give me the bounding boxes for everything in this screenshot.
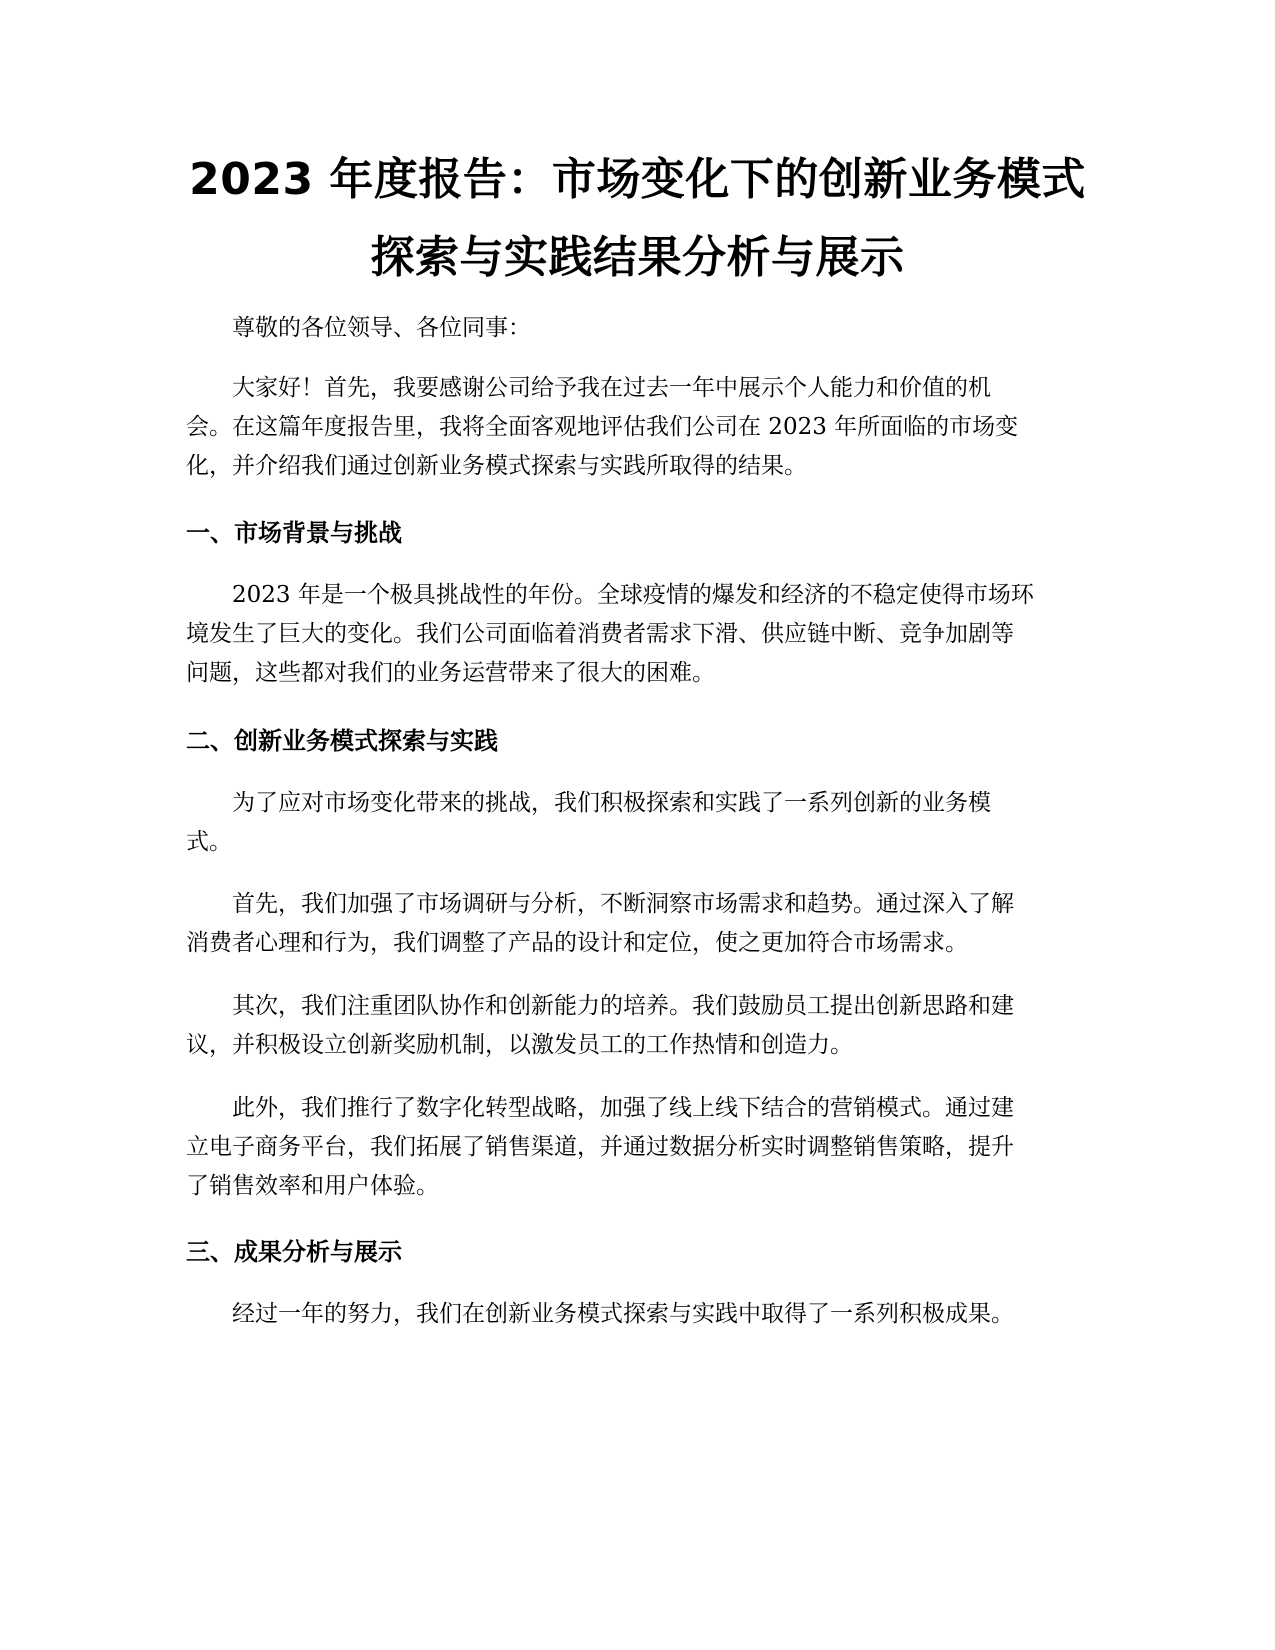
section-2-paragraph-3 [186,987,1086,1065]
document-title-line-2: 探索与实践结果分析与展示 [370,232,905,283]
paragraph-line: 立电子商务平台，我们拓展了销售渠道，并通过数据分析实时调整销售策略，提升 [186,1134,1014,1160]
paragraph-line: 经过一年的努力，我们在创新业务模式探索与实践中取得了一系列积极成果。 [232,1301,1014,1327]
paragraph-line: 为了应对市场变化带来的挑战，我们积极探索和实践了一系列创新的业务模 [232,790,991,816]
section-2-paragraph-1 [186,784,1086,862]
section-heading-3: 三、成果分析与展示 [186,1238,402,1266]
paragraph-line: 2023 年是一个极具挑战性的年份。全球疫情的爆发和经济的不稳定使得市场环 [232,582,1034,608]
section-2-paragraph-4 [186,1089,1086,1206]
section-3-paragraph-1 [186,1295,1086,1334]
paragraph-line: 境发生了巨大的变化。我们公司面临着消费者需求下滑、供应链中断、竞争加剧等 [186,621,1014,647]
paragraph-line: 化，并介绍我们通过创新业务模式探索与实践所取得的结果。 [186,453,807,479]
paragraph-line: 问题，这些都对我们的业务运营带来了很大的困难。 [186,660,715,686]
paragraph-line: 议，并积极设立创新奖励机制，以激发员工的工作热情和创造力。 [186,1032,853,1058]
paragraph-line: 大家好！首先，我要感谢公司给予我在过去一年中展示个人能力和价值的机 [232,375,991,401]
section-heading-2: 二、创新业务模式探索与实践 [186,727,498,755]
greeting-paragraph [186,309,1086,348]
paragraph-line: 首先，我们加强了市场调研与分析，不断洞察市场需求和趋势。通过深入了解 [232,891,1014,917]
paragraph-line: 式。 [186,829,232,855]
section-2-paragraph-2 [186,885,1086,963]
paragraph-line: 会。在这篇年度报告里，我将全面客观地评估我们公司在 2023 年所面临的市场变 [186,414,1019,440]
section-heading-1: 一、市场背景与挑战 [186,519,402,547]
paragraph-line: 其次，我们注重团队协作和创新能力的培养。我们鼓励员工提出创新思路和建 [232,993,1014,1019]
intro-paragraph [186,369,1086,486]
greeting-text: 尊敬的各位领导、各位同事： [232,315,531,341]
section-1-paragraph-1 [186,576,1086,693]
paragraph-line: 消费者心理和行为，我们调整了产品的设计和定位，使之更加符合市场需求。 [186,930,968,956]
paragraph-line: 此外，我们推行了数字化转型战略，加强了线上线下结合的营销模式。通过建 [232,1095,1014,1121]
document-title-line-1: 2023 年度报告：市场变化下的创新业务模式 [189,154,1086,205]
paragraph-line: 了销售效率和用户体验。 [186,1173,439,1199]
